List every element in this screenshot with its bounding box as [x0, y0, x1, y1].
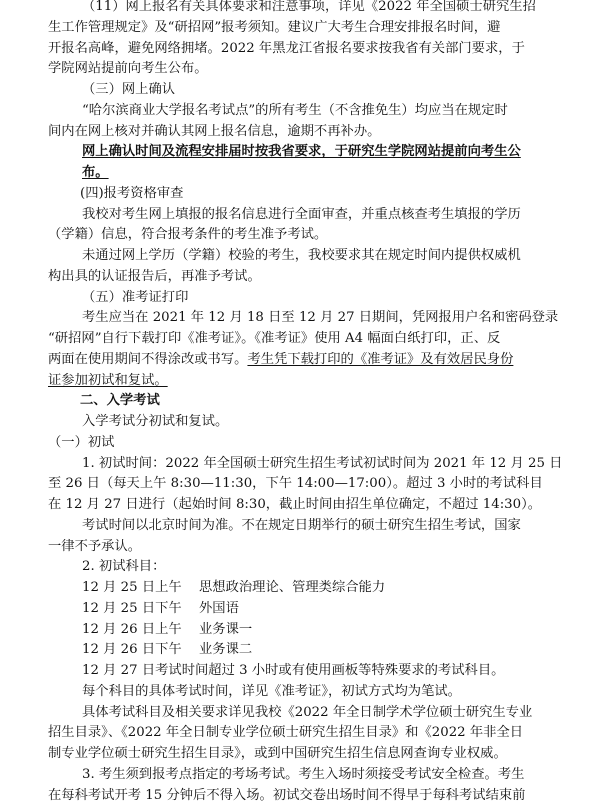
text-segment: 间内在网上核对并确认其网上报名信息，逾期不再补办。 — [48, 123, 381, 139]
text-segment: 入学考试分初试和复试。 — [82, 414, 229, 429]
text-segment: 构出具的认证报告后，再准予考试。 — [48, 268, 261, 284]
text-line — [48, 38, 525, 59]
text-line — [80, 183, 183, 204]
text-line — [82, 411, 228, 432]
text-segment: 生工作管理规定》及“研招网”报考须知。建议广大考生合理安排报名时间，避 — [48, 19, 501, 35]
text-segment: “研招网”自行下载打印《准考证》。《准考证》使用 A4 幅面白纸打印，正、反 — [48, 331, 501, 346]
text-segment: 12 月 26 日上午 — [82, 621, 182, 637]
text-line — [48, 370, 168, 391]
text-line — [82, 287, 188, 308]
text-line — [82, 100, 508, 121]
text-segment: (四)报考资格审查 — [80, 185, 184, 201]
text-line — [82, 660, 504, 681]
text-line — [48, 743, 507, 764]
text-line — [82, 556, 165, 577]
text-segment: “哈尔滨商业大学报名考试点”的所有考生（不含推免生）均应当在规定时 — [82, 102, 508, 118]
text-segment: （一）初试 — [48, 434, 115, 450]
text-line — [82, 764, 524, 785]
text-segment: 在 12 月 27 日进行（起始时间 8:30，截止时间由招生单位确定，不超过 14:30）。 — [48, 497, 542, 512]
text-segment: 考生应当在 2021 年 12 月 18 日至 12 月 27 日期间，凭网报用户名和密码登录 — [82, 310, 559, 326]
text-segment: 1. 初试时间：2022 年全国硕士研究生招生考试初试时间为 2021 年 12 月 25 日 — [82, 455, 563, 471]
text-segment: （五）准考证打印 — [82, 289, 189, 305]
text-segment: 业务课一 — [199, 621, 253, 637]
text-segment: 3. 考生须到报考点指定的考场考试。考生入场时须接受考试安全检查。考生 — [82, 766, 525, 782]
text-segment: 至 26 日（每天上午 8:30—11:30，下午 14:00—17:00）。超过 3 小时的考试科目 — [48, 476, 543, 492]
text-line — [82, 204, 521, 225]
text-segment: 12 月 26 日下午 — [82, 642, 182, 658]
text-segment: 12 月 25 日上午 — [82, 580, 182, 595]
text-segment: （学籍）信息，符合报考条件的考生准予考试。 — [48, 227, 328, 243]
text-line — [48, 536, 141, 557]
text-segment: 制专业学位硕士研究生招生目录》，或到中国研究生招生信息网查询专业权威。 — [48, 746, 507, 761]
text-line — [48, 58, 208, 79]
text-line — [48, 349, 513, 370]
text-segment: 招生目录》、《2022 年全日制专业学位硕士研究生招生目录》和《2022 年非全日 — [48, 725, 524, 741]
text-segment: 具体考试科目及相关要求详见我校《2022 年全日制学术学位硕士研究生专业 — [82, 704, 533, 720]
text-line — [48, 494, 541, 515]
text-segment: 考试时间以北京时间为准。不在规定日期举行的硕士研究生招生考试，国家 — [82, 517, 521, 533]
text-segment: 12 月 27 日考试时间超过 3 小时或有使用画板等特殊要求的考试科目。 — [82, 663, 505, 678]
text-line — [82, 162, 109, 183]
text-segment: 12 月 25 日下午 — [82, 600, 182, 616]
text-segment: 证参加初试和复试。 — [48, 372, 168, 388]
text-segment: 开报名高峰，避免网络拥堵。2022 年黑龙江省报名要求按我省有关部门要求，于 — [48, 40, 525, 56]
text-segment: 网上确认时间及流程安排届时按我省要求，于研究生学院网站提前向考生公 — [82, 144, 521, 160]
text-segment: 一律不予承认。 — [48, 538, 142, 554]
text-segment: 业务课二 — [199, 642, 253, 658]
text-line — [48, 785, 525, 806]
text-line — [82, 141, 521, 162]
text-line — [82, 79, 175, 100]
text-line — [80, 390, 160, 411]
text-line — [48, 121, 380, 142]
text-line — [82, 245, 521, 266]
text-line — [82, 515, 521, 536]
text-line — [82, 702, 532, 723]
text-line — [48, 722, 523, 743]
text-line — [82, 0, 536, 17]
text-line — [82, 307, 558, 328]
text-segment: 我校对考生网上填报的报名信息进行全面审查，并重点核查考生填报的学历 — [82, 206, 521, 222]
text-line — [48, 473, 543, 494]
text-line — [48, 328, 500, 349]
text-segment: 每个科目的具体考试时间，详见《准考证》，初试方式均为笔试。 — [82, 683, 461, 699]
text-segment: 两面在使用期间不得涂改或书写。 — [48, 351, 248, 367]
text-segment: 外国语 — [199, 600, 239, 616]
text-segment: 考生凭下载打印的《准考证》及有效居民身份 — [247, 351, 514, 367]
text-segment: 学院网站提前向考生公布。 — [48, 61, 208, 77]
text-segment: 2. 初试科目： — [82, 559, 166, 575]
text-segment: 思想政治理论、管理类综合能力 — [199, 580, 386, 595]
text-segment: 未通过网上学历（学籍）校验的考生，我校要求其在规定时间内提供权威机 — [82, 248, 521, 263]
text-segment: （11）网上报名有关具体要求和注意事项，详见《2022 年全国硕士研究生招 — [82, 0, 536, 14]
text-segment: 布。 — [82, 165, 109, 180]
text-line — [82, 453, 562, 474]
text-segment: 在每科考试开考 15 分钟后不得入场。初试交卷出场时间不得早于每科考试结束前 — [48, 787, 526, 803]
text-segment: （三）网上确认 — [82, 82, 176, 97]
text-line — [48, 266, 261, 287]
text-segment: 二、入学考试 — [80, 393, 160, 409]
text-line — [48, 432, 114, 453]
text-line — [82, 681, 461, 702]
text-line — [48, 224, 327, 245]
text-line — [48, 17, 500, 38]
